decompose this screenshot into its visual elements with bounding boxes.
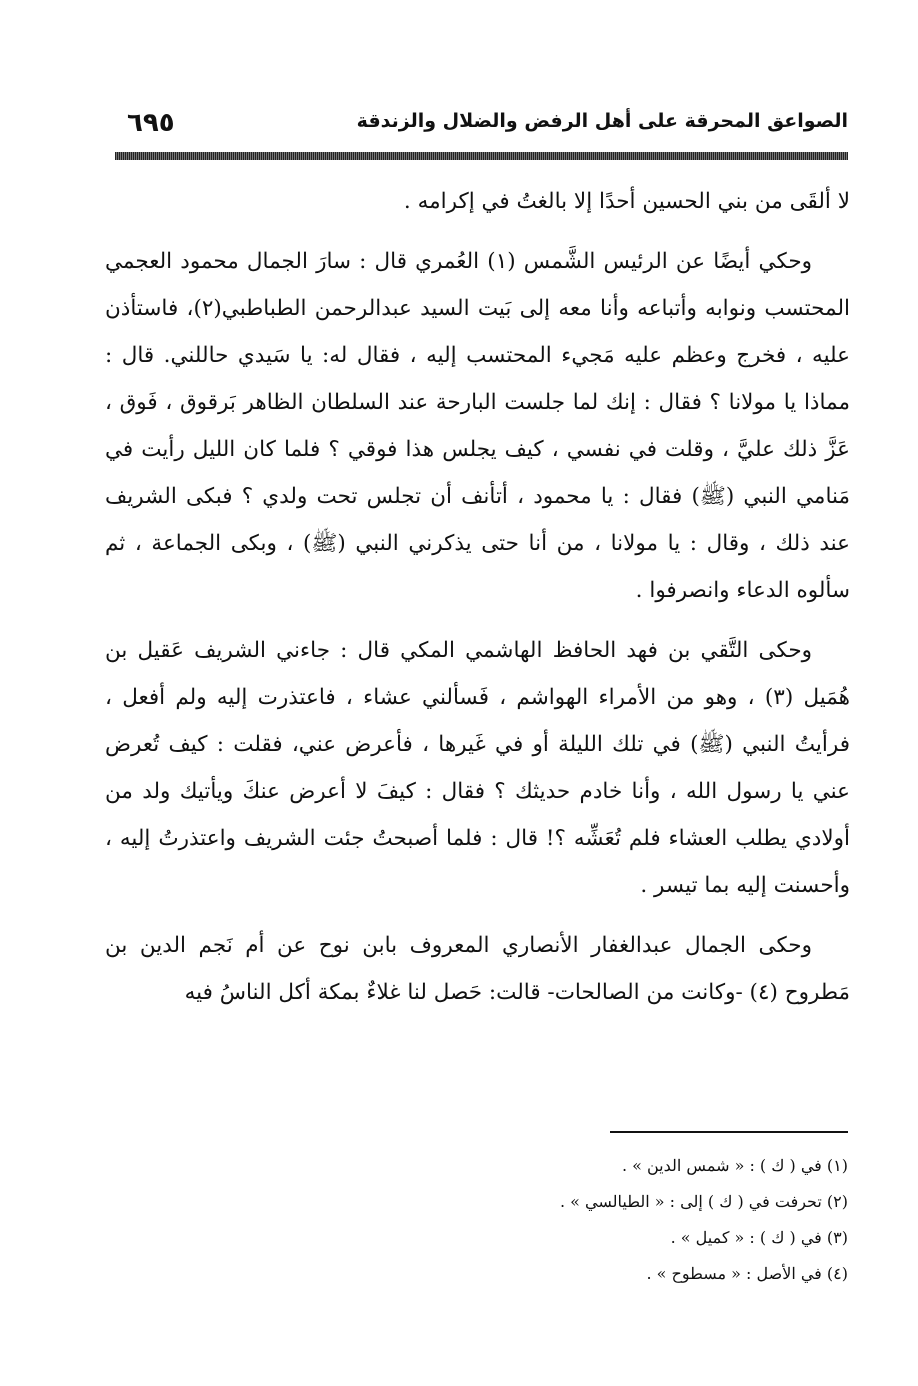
footnote: (١) في ( ك ) : « شمس الدين » . <box>621 1156 848 1175</box>
page-header <box>115 108 848 144</box>
footnote: (٤) في الأصل : « مسطوح » . <box>646 1264 848 1283</box>
footnote: (٢) تحرفت في ( ك ) إلى : « الطيالسي » . <box>560 1192 848 1211</box>
running-title: الصواعق المحرقة على أهل الرفض والضلال والزندقة <box>356 110 848 132</box>
paragraph: لا ألقَى من بني الحسين أحدًا إلا بالغتُ في إكرامه . <box>403 189 850 214</box>
main-text <box>105 178 850 1029</box>
paragraph: وحكى الجمال عبدالغفار الأنصاري المعروف بابن نوح عن أم نَجم الدين بن مَطروح (٤) -وكانت من الصالحات- قالت: حَصل لنا غلاءٌ بمكة أكل الناسُ فيه <box>105 933 850 1005</box>
paragraph: وحكى التَّقي بن فهد الحافظ الهاشمي المكي قال : جاءني الشريف عَقيل بن هُمَيل (٣) ، وهو من الأمراء الهواشم ، فَسألني عشاء ، فاعتذرت إليه ولم أفعل ، فرأيتُ النبي (ﷺ) في تلك الليلة أو في غَيرها ، فأعرض عني، فقلت : كيف تُعرض عني يا رسول الله ، وأنا خادم حديثك ؟ فقال : كيفَ لا أعرض عنكَ ويأتيك ولد من أولادي يطلب العشاء فلم تُعَشِّه ؟! قال : فلما أصبحتُ جئت الشريف واعتذرتُ إليه ، وأحسنت إليه بما تيسر . <box>105 638 850 898</box>
footnotes <box>300 1148 848 1292</box>
page-number: ٦٩٥ <box>127 108 175 138</box>
paragraph: وحكي أيضًا عن الرئيس الشَّمس (١) العُمري قال : سارَ الجمال محمود العجمي المحتسب ونوابه وأتباعه وأنا معه إلى بَيت السيد عبدالرحمن الطباطبي(٢)، فاستأذن عليه ، فخرج وعظم عليه مَجيء المحتسب إليه ، فقال له: يا سَيدي حاللني. قال : مماذا يا مولانا ؟ فقال : إنك لما جلست البارحة عند السلطان الظاهر بَرقوق ، فَوق ، عَزَّ ذلك عليَّ ، وقلت في نفسي ، كيف يجلس هذا فوقي ؟ فلما كان الليل رأيت في مَنامي النبي (ﷺ) فقال : يا محمود ، أتأنف أن تجلس تحت ولدي ؟ فبكى الشريف عند ذلك ، وقال : يا مولانا ، من أنا حتى يذكرني النبي (ﷺ) ، وبكى الجماعة ، ثم سألوه الدعاء وانصرفوا . <box>105 249 850 603</box>
footnote: (٣) في ( ك ) : « كميل » . <box>670 1228 848 1247</box>
header-divider <box>115 152 848 160</box>
footnote-divider <box>610 1131 848 1133</box>
